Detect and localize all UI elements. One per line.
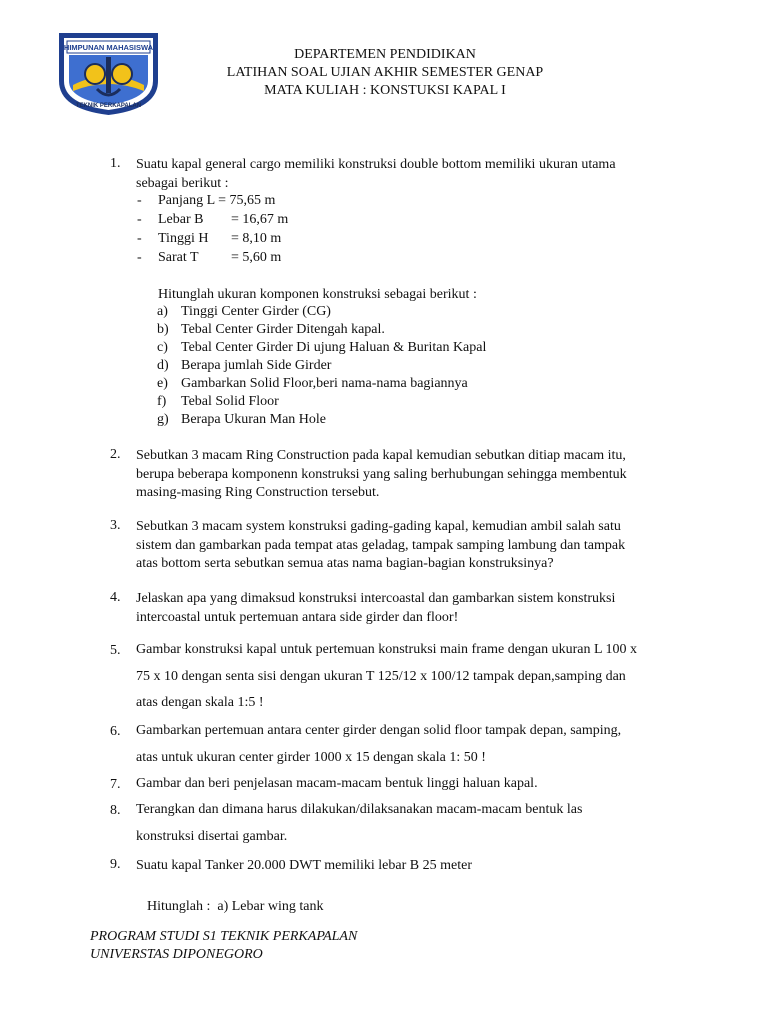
document-header xyxy=(170,46,600,100)
question-text: Gambar konstruksi kapal untuk pertemuan konstruksi main frame dengan ukuran L 100 x 75 x 10 dengan senta sisi dengan ukuran T 125/12 x 100/12 tampak depan,samping dan atas dengan skala 1:5 ! xyxy=(136,642,638,710)
question-number: 4. xyxy=(110,590,121,605)
question-number: 3. xyxy=(110,518,121,533)
question-number: 7. xyxy=(110,777,121,792)
himpunan-logo xyxy=(55,29,162,117)
question-text: Gambar dan beri penjelasan macam-macam bentuk linggi haluan kapal. xyxy=(136,776,538,791)
question-number: 5. xyxy=(110,643,121,658)
question-number: 6. xyxy=(110,724,121,739)
footer-university: UNIVERSTAS DIPONEGORO xyxy=(90,947,263,962)
question-number: 1. xyxy=(110,156,121,171)
header-exam-title: LATIHAN SOAL UJIAN AKHIR SEMESTER GENAP xyxy=(226,65,544,80)
question-text: Gambarkan pertemuan antara center girder dengan solid floor tampak depan, samping, atas untuk ukuran center girder 1000 x 15 dengan skala 1: 50 ! xyxy=(136,723,622,765)
subquestion-intro: Hitunglah ukuran komponen konstruksi sebagai berikut : xyxy=(158,287,477,302)
question-text: Sebutkan 3 macam system konstruksi gading-gading kapal, kemudian ambil salah satu sistem dan gambarkan pada tempat atas geladag, tampak samping lambung dan tampak atas bottom serta sebutkan semua atas nama bagian-bagian konstruksinya? xyxy=(136,519,626,571)
document-footer xyxy=(90,928,357,964)
header-department: DEPARTEMEN PENDIDIKAN xyxy=(294,47,476,62)
question-number: 8. xyxy=(110,803,121,818)
question-number: 2. xyxy=(110,447,121,462)
question-text: Suatu kapal general cargo memiliki konstruksi double bottom memiliki ukuran utama sebagai berikut : xyxy=(136,157,616,191)
svg-text:HIMPUNAN MAHASISWA: HIMPUNAN MAHASISWA xyxy=(63,43,154,52)
svg-text:TEKNIK PERKAPALAN: TEKNIK PERKAPALAN xyxy=(75,103,142,109)
question-text: Suatu kapal Tanker 20.000 DWT memiliki lebar B 25 meter xyxy=(136,858,472,873)
footer-program: PROGRAM STUDI S1 TEKNIK PERKAPALAN xyxy=(90,929,358,944)
header-course: MATA KULIAH : KONSTUKSI KAPAL I xyxy=(264,83,506,98)
question-text: Jelaskan apa yang dimaksud konstruksi intercoastal dan gambarkan sistem konstruksi intercoastal untuk pertemuan antara side girder dan floor! xyxy=(136,591,616,625)
question-text: Terangkan dan dimana harus dilakukan/dilaksanakan macam-macam bentuk las konstruksi disertai gambar. xyxy=(136,802,583,844)
question-number: 9. xyxy=(110,857,121,872)
question-text: Sebutkan 3 macam Ring Construction pada kapal kemudian sebutkan ditiap macam itu, berupa beberapa komponenn konstruksi yang saling berhubungan sehingga membentuk masing-masing Ring Construction tersebut. xyxy=(136,448,627,500)
question-subtext: Hitunglah : a) Lebar wing tank xyxy=(147,899,324,914)
